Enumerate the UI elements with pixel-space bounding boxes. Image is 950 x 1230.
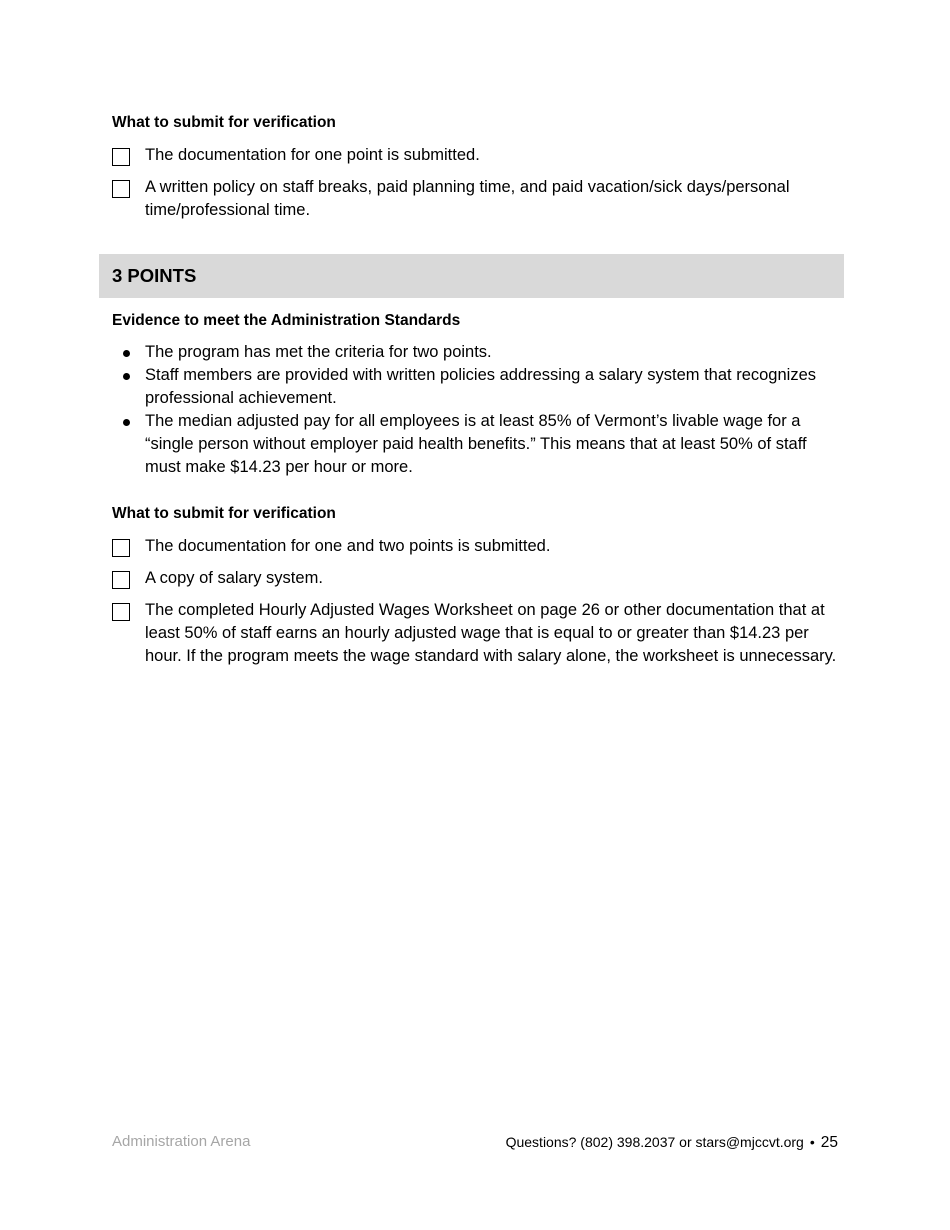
footer-separator: • [809, 1134, 815, 1150]
checklist-item-text: A written policy on staff breaks, paid planning time, and paid vacation/sick days/personal time/professional time. [145, 178, 790, 219]
bullet-icon [123, 350, 130, 357]
checklist-item-text: The completed Hourly Adjusted Wages Worksheet on page 26 or other documentation that at least 50% of staff earns an hourly adjusted wage that is equal to or greater than $14.23 per hour. If the program meets the wage standard with salary alone, the worksheet is unnecessary. [145, 601, 837, 665]
points-band-title: 3 POINTS [112, 265, 197, 286]
checkbox[interactable] [112, 539, 130, 557]
checklist-item [112, 176, 842, 222]
checklist-item-text: A copy of salary system. [145, 569, 323, 587]
footer-contact-text: Questions? (802) 398.2037 or stars@mjccvt.org [505, 1134, 804, 1150]
evidence-list-item [112, 410, 832, 479]
checklist-item-text: The documentation for one point is submitted. [145, 146, 480, 164]
checkbox[interactable] [112, 148, 130, 166]
points-band [99, 254, 844, 298]
evidence-list-item [112, 341, 832, 364]
page-number: 25 [820, 1134, 838, 1151]
checkbox[interactable] [112, 603, 130, 621]
evidence-item-text: The program has met the criteria for two points. [145, 343, 492, 361]
checkbox[interactable] [112, 571, 130, 589]
evidence-list [112, 341, 832, 479]
checklist-item [112, 144, 842, 167]
checklist-item-text: The documentation for one and two points is submitted. [145, 537, 551, 555]
verification-heading: What to submit for verification [112, 505, 336, 522]
evidence-item-text: The median adjusted pay for all employees is at least 85% of Vermont’s livable wage for a “single person without employer paid health benefits.” This means that at least 50% of staff must make $14.23 per hour or more. [145, 412, 807, 476]
checklist-item [112, 599, 842, 668]
verification-heading: What to submit for verification [112, 114, 336, 131]
bullet-icon [123, 419, 130, 426]
evidence-item-text: Staff members are provided with written policies addressing a salary system that recognizes professional achievement. [145, 366, 816, 407]
footer-section-name: Administration Arena [112, 1133, 251, 1150]
checkbox[interactable] [112, 180, 130, 198]
checklist-item [112, 535, 842, 558]
evidence-list-item [112, 364, 832, 410]
evidence-heading: Evidence to meet the Administration Standards [112, 312, 461, 329]
footer-contact [506, 1132, 838, 1153]
bullet-icon [123, 373, 130, 380]
checklist-item [112, 567, 842, 590]
